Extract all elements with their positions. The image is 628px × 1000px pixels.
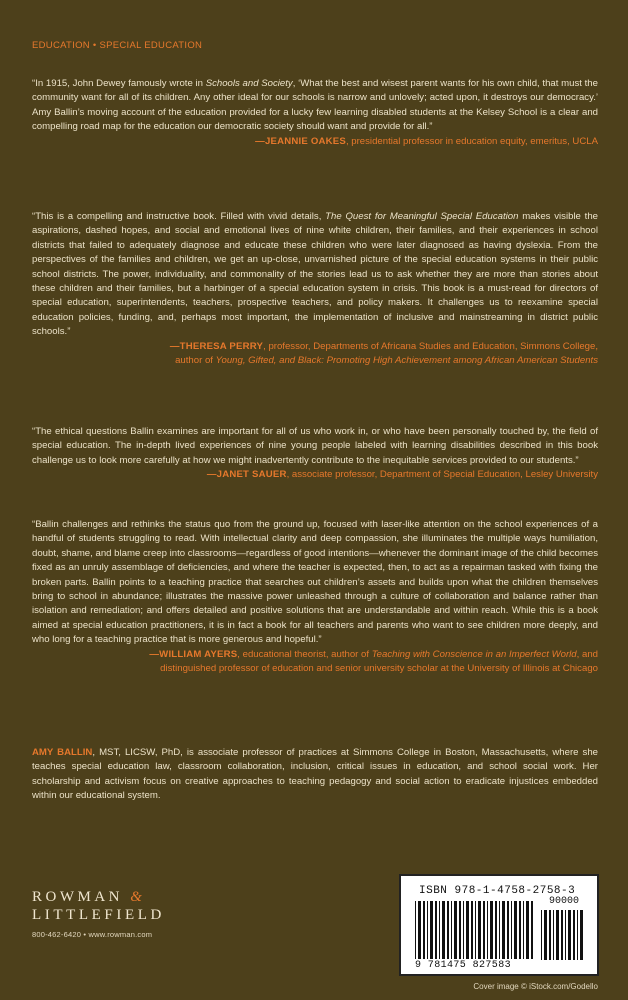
- barcode-bar: [475, 901, 476, 959]
- price-barcode-bars: [541, 910, 587, 960]
- barcode-bar: [568, 910, 571, 960]
- barcode-bar: [442, 901, 445, 959]
- attribution-book-title: Young, Gifted, and Black: Promoting High Achievement among African American Students: [215, 355, 598, 367]
- attribution-title: , and: [576, 648, 598, 660]
- attribution-title: , professor, Departments of Africana Studies and Education, Simmons College,: [263, 340, 598, 352]
- isbn-text: ISBN 978-1-4758-2758-3: [419, 885, 576, 897]
- price-code: 90000: [549, 896, 580, 907]
- barcode-bar: [519, 901, 521, 959]
- attribution-title: , presidential professor in education equity, emeritus, UCLA: [345, 135, 598, 147]
- barcode-bar: [451, 901, 452, 959]
- barcode-bar: [549, 910, 551, 960]
- blurb-attribution: [32, 648, 598, 662]
- barcode-bar: [580, 910, 583, 960]
- barcode-bar: [471, 901, 473, 959]
- barcode-bar: [435, 901, 437, 959]
- barcode-bar: [553, 910, 554, 960]
- isbn-barcode: [399, 874, 599, 976]
- barcode-bar: [531, 901, 533, 959]
- barcode-bar: [466, 901, 469, 959]
- blurb-attribution-line2: [32, 662, 598, 676]
- attribution-name: —THERESA PERRY: [169, 340, 264, 352]
- barcode-bar: [463, 901, 464, 959]
- category-label: EDUCATION • SPECIAL EDUCATION: [32, 40, 203, 51]
- blurb-attribution: [32, 135, 598, 149]
- blurb-italic: The Quest for Meaningful Special Education: [325, 211, 519, 222]
- publisher-name-line1: [32, 889, 165, 906]
- barcode-bar: [514, 901, 517, 959]
- blurb-text: “This is a compelling and instructive book. Filled with vivid details,: [32, 211, 326, 222]
- barcode-bar: [459, 901, 461, 959]
- barcode-bar: [478, 901, 481, 959]
- barcode-bar: [483, 901, 485, 959]
- barcode-bar: [502, 901, 505, 959]
- blurb-ayers: [32, 518, 598, 676]
- blurb-oakes: [32, 77, 598, 149]
- author-bio-text: , MST, LICSW, PhD, is associate professor of practices at Simmons College in Boston, Massachusetts, where she teaches special education law, classroom collaboration, inclusion, critical issues in education, and school social work. Her scholarship and activism focus on creative approaches to teaching pedagogy and social action to eradicate injustices embedded within our educational system.: [32, 747, 598, 802]
- blurb-text: “The ethical questions Ballin examines are important for all of us who work in, or who have been personally touched by, the field of special education. The in-depth lived experiences of nine young people labeled with learning disabilities described in this book challenge us to look more carefully at how we might inadvertently contribute to the inequitable services provided to our students.”: [32, 426, 598, 466]
- barcode-bar: [541, 910, 542, 960]
- publisher-name-line2: LITTLEFIELD: [32, 907, 165, 923]
- barcode-bar: [447, 901, 449, 959]
- attribution-title: distinguished professor of education and senior university scholar at the University of Illinois at Chicago: [160, 663, 598, 675]
- barcode-bar: [427, 901, 428, 959]
- cover-image-credit: Cover image © iStock.com/Godello: [473, 982, 598, 991]
- attribution-name: —JEANNIE OAKES: [255, 135, 346, 147]
- blurb-sauer: [32, 425, 598, 483]
- blurb-text: “Ballin challenges and rethinks the status quo from the ground up, focused with laser-like attention on the school experiences of a handful of students struggling to read. With intellectual clarity and deep compassion, she illuminates the multiple ways humiliation, doubt, shame, and blame creep into classrooms—regardless of good intentions—whenever the dominant image of the child becomes fixed as an unruly assemblage of deficiencies, and where the teacher is expected, then, to act as a repairman tasked with fixing the broken parts. Ballin points to a teaching practice that searches out children’s assets and builds upon what the children themselves bring to school in abundance; illustrates the massive power unleashed through a culture of collaboration and balance rather than isolation and remediation; and offers detailed and positive solutions that are understandable and within reach. While this is a book aimed at special education practitioners, it is in fact a book for all teachers and parents who want to see children more deeply, and who long for a teaching practice that is more generous and hopeful.”: [32, 519, 598, 646]
- attribution-title: author of: [175, 355, 216, 367]
- attribution-book-title: Teaching with Conscience in an Imperfect World: [371, 648, 577, 660]
- publisher-ampersand: &: [130, 889, 142, 905]
- barcode-bar: [573, 910, 575, 960]
- barcode-bar: [439, 901, 440, 959]
- barcode-bar: [561, 910, 563, 960]
- blurb-attribution: [32, 340, 598, 354]
- barcode-bar: [526, 901, 529, 959]
- barcode-bar: [495, 901, 497, 959]
- barcode-bar: [490, 901, 493, 959]
- barcode-bar: [565, 910, 566, 960]
- author-bio: [32, 746, 598, 804]
- blurb-attribution: [32, 468, 598, 482]
- barcode-bar: [454, 901, 457, 959]
- barcode-bar: [418, 901, 421, 959]
- blurb-text: makes visible the aspirations, dashed hopes, and social and emotional lives of nine white children, their families, and their experiences in school districts that failed to adequately diagnose and educate these children who were later diagnosed as having dyslexia. From the perspectives of the families and children, we get an up-close, unvarnished picture of the special education systems in their public school districts. The power, individuality, and commonality of the stories lead us to ask whether they are more than stories about these children and their families, but a harbinger of a special education system in crisis. This book is a must-read for directors of special education, superintendents, teachers, prospective teachers, and policy makers. It challenges us to reexamine special education policies, funding, and, perhaps most important, the implementation of inclusive and mainstreaming in district public schools.”: [32, 211, 598, 338]
- publisher-word-rowman: ROWMAN: [32, 889, 123, 905]
- ean-barcode-bars: [415, 901, 537, 959]
- barcode-bar: [544, 910, 547, 960]
- ean-digits: 9 781475 827583: [415, 960, 512, 971]
- author-name: AMY BALLIN: [32, 747, 93, 758]
- barcode-bar: [523, 901, 524, 959]
- barcode-bar: [511, 901, 512, 959]
- barcode-bar: [499, 901, 500, 959]
- attribution-name: —WILLIAM AYERS: [149, 648, 238, 660]
- blurb-text: , ‘What the best and wisest parent wants for his own child, that must the community want for all of its children. Any other ideal for our schools is narrow and unlovely; acted upon, it destroys our democracy.’ Amy Ballin’s moving account of the education provided for a lucky few learning disabled students at the Kelsey School is a clear and compelling road map for the education our democratic society should want and provide for all.”: [32, 78, 598, 133]
- barcode-bar: [415, 901, 416, 959]
- blurb-italic: Schools and Society: [205, 78, 293, 89]
- blurb-attribution-line2: [32, 354, 598, 368]
- barcode-bar: [487, 901, 488, 959]
- publisher-contact: 800-462-6420 • www.rowman.com: [32, 930, 153, 939]
- attribution-name: —JANET SAUER: [206, 469, 287, 481]
- attribution-title: , associate professor, Department of Special Education, Lesley University: [286, 469, 598, 481]
- barcode-bar: [430, 901, 433, 959]
- barcode-bar: [423, 901, 425, 959]
- blurb-perry: [32, 210, 598, 368]
- attribution-title: , educational theorist, author of: [237, 648, 372, 660]
- blurb-text: “In 1915, John Dewey famously wrote in: [32, 78, 206, 89]
- barcode-bar: [556, 910, 559, 960]
- barcode-bar: [577, 910, 578, 960]
- barcode-bar: [507, 901, 509, 959]
- publisher-logo: [32, 889, 165, 939]
